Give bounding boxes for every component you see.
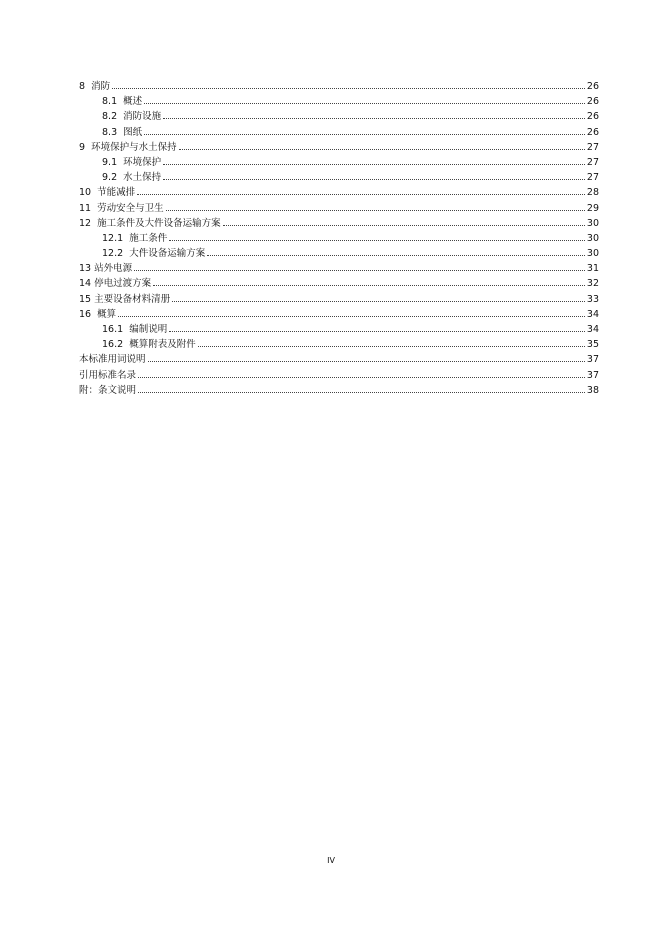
toc-entry-page: 30	[586, 232, 599, 244]
toc-entry-title	[102, 170, 161, 185]
toc-entry-text: 站外电源	[94, 263, 133, 275]
toc-entry[interactable]	[79, 201, 599, 216]
toc-entry-text: 主要设备材料清册	[94, 293, 171, 305]
toc-entry[interactable]	[79, 337, 599, 352]
toc-entry-text: 施工条件	[129, 232, 168, 244]
toc-entry-title	[102, 322, 167, 337]
toc-entry[interactable]	[79, 216, 599, 231]
toc-entry-page: 27	[586, 156, 599, 168]
toc-entry[interactable]	[79, 140, 599, 155]
toc-leader-dots	[163, 179, 585, 180]
page-number: IV	[327, 856, 335, 865]
toc-entry-text: 停电过渡方案	[94, 278, 152, 290]
toc-entry[interactable]	[79, 261, 599, 276]
toc-leader-dots	[172, 301, 585, 302]
toc-entry[interactable]	[79, 276, 599, 291]
toc-leader-dots	[137, 194, 585, 195]
toc-entry-page: 37	[586, 369, 599, 381]
toc-entry-page: 30	[586, 248, 599, 260]
toc-entry-number: 11	[79, 202, 92, 214]
toc-entry-title	[79, 140, 177, 155]
table-of-contents	[79, 79, 599, 398]
toc-leader-dots	[138, 377, 585, 378]
toc-leader-dots	[148, 361, 585, 362]
toc-entry-number: 8.2	[102, 111, 118, 123]
toc-entry[interactable]	[79, 368, 599, 383]
toc-entry-page: 28	[586, 187, 599, 199]
toc-entry[interactable]	[79, 170, 599, 185]
toc-entry[interactable]	[79, 94, 599, 109]
toc-entry-text: 附：条文说明	[79, 384, 137, 396]
toc-entry-title	[102, 94, 142, 109]
toc-leader-dots	[144, 134, 585, 135]
toc-leader-dots	[163, 118, 585, 119]
toc-entry-page: 37	[586, 354, 599, 366]
toc-entry-number: 8	[79, 81, 86, 92]
toc-leader-dots	[163, 164, 585, 165]
toc-entry-text: 环境保护	[123, 156, 162, 168]
toc-entry-text: 节能减排	[97, 187, 136, 199]
toc-leader-dots	[112, 88, 585, 89]
toc-entry-title	[79, 276, 151, 291]
toc-entry-number: 8.3	[102, 126, 118, 138]
toc-entry-text: 劳动安全与卫生	[97, 202, 164, 214]
toc-leader-dots	[144, 103, 585, 104]
toc-entry-text: 引用标准名录	[79, 369, 137, 381]
toc-entry-text: 施工条件及大件设备运输方案	[97, 217, 221, 229]
toc-entry-page: 33	[586, 293, 599, 305]
toc-entry[interactable]	[79, 322, 599, 337]
toc-entry[interactable]	[79, 246, 599, 261]
toc-entry-page: 35	[586, 339, 599, 351]
toc-entry-page: 30	[586, 217, 599, 229]
toc-entry-title	[79, 292, 170, 307]
toc-entry[interactable]	[79, 352, 599, 367]
toc-entry-text: 图纸	[123, 126, 143, 138]
toc-entry-number: 12.2	[102, 248, 124, 260]
toc-leader-dots	[169, 331, 585, 332]
toc-entry-title	[102, 337, 196, 352]
toc-entry[interactable]	[79, 307, 599, 322]
toc-entry-number: 16.1	[102, 324, 124, 335]
toc-entry-number: 12	[79, 217, 92, 229]
toc-leader-dots	[223, 225, 585, 226]
toc-entry[interactable]	[79, 185, 599, 200]
toc-entry-text: 概述	[123, 96, 143, 108]
toc-entry-text: 概算附表及附件	[129, 339, 196, 351]
toc-entry-page: 38	[586, 384, 599, 396]
toc-entry-page: 26	[586, 126, 599, 138]
toc-leader-dots	[153, 285, 585, 286]
toc-entry[interactable]	[79, 383, 599, 398]
toc-entry-page: 34	[586, 324, 599, 335]
toc-entry-title	[102, 246, 205, 261]
toc-entry-page: 29	[586, 202, 599, 214]
toc-entry-number: 12.1	[102, 232, 124, 244]
toc-entry-text: 概算	[97, 308, 117, 320]
toc-leader-dots	[179, 149, 585, 150]
toc-entry-text: 大件设备运输方案	[129, 248, 206, 260]
toc-leader-dots	[169, 240, 585, 241]
toc-entry-title	[79, 261, 132, 276]
toc-entry-page: 34	[586, 308, 599, 320]
toc-entry-title	[79, 185, 135, 200]
toc-entry-page: 27	[586, 141, 599, 153]
toc-entry-text: 消防	[91, 81, 111, 92]
toc-entry-number: 15	[79, 293, 92, 305]
toc-entry-page: 31	[586, 263, 599, 275]
toc-entry-number: 16	[79, 308, 92, 320]
toc-entry[interactable]	[79, 231, 599, 246]
toc-entry-page: 26	[586, 96, 599, 108]
toc-leader-dots	[198, 346, 585, 347]
toc-leader-dots	[134, 270, 585, 271]
toc-entry[interactable]	[79, 155, 599, 170]
toc-entry-title	[102, 155, 161, 170]
toc-entry-number: 9.1	[102, 156, 118, 168]
toc-entry[interactable]	[79, 125, 599, 140]
toc-entry-title	[79, 216, 221, 231]
toc-leader-dots	[118, 316, 585, 317]
toc-entry-text: 编制说明	[129, 324, 168, 335]
toc-entry-text: 环境保护与水土保持	[91, 141, 177, 153]
toc-entry-number: 9.2	[102, 172, 118, 184]
toc-entry[interactable]	[79, 79, 599, 94]
toc-entry-number: 16.2	[102, 339, 124, 351]
toc-entry-number: 9	[79, 141, 86, 153]
toc-entry-text: 水土保持	[123, 172, 162, 184]
toc-entry-title	[79, 307, 116, 322]
toc-entry-text: 消防设施	[123, 111, 162, 123]
toc-entry-number: 14	[79, 278, 92, 290]
toc-leader-dots	[138, 392, 585, 393]
toc-entry[interactable]	[79, 109, 599, 124]
toc-entry-number: 8.1	[102, 96, 118, 108]
toc-leader-dots	[207, 255, 585, 256]
toc-entry-page: 26	[586, 111, 599, 123]
toc-entry-title	[79, 79, 110, 94]
toc-entry-title	[102, 109, 161, 124]
toc-entry-number: 10	[79, 187, 92, 199]
toc-leader-dots	[166, 210, 585, 211]
toc-entry-page: 27	[586, 172, 599, 184]
toc-entry-number: 13	[79, 263, 92, 275]
toc-entry-title	[79, 201, 164, 216]
toc-entry-title	[102, 125, 142, 140]
toc-entry[interactable]	[79, 292, 599, 307]
toc-entry-page: 26	[586, 81, 599, 92]
toc-entry-title	[102, 231, 167, 246]
toc-entry-text: 本标准用词说明	[79, 354, 146, 366]
toc-entry-page: 32	[586, 278, 599, 290]
